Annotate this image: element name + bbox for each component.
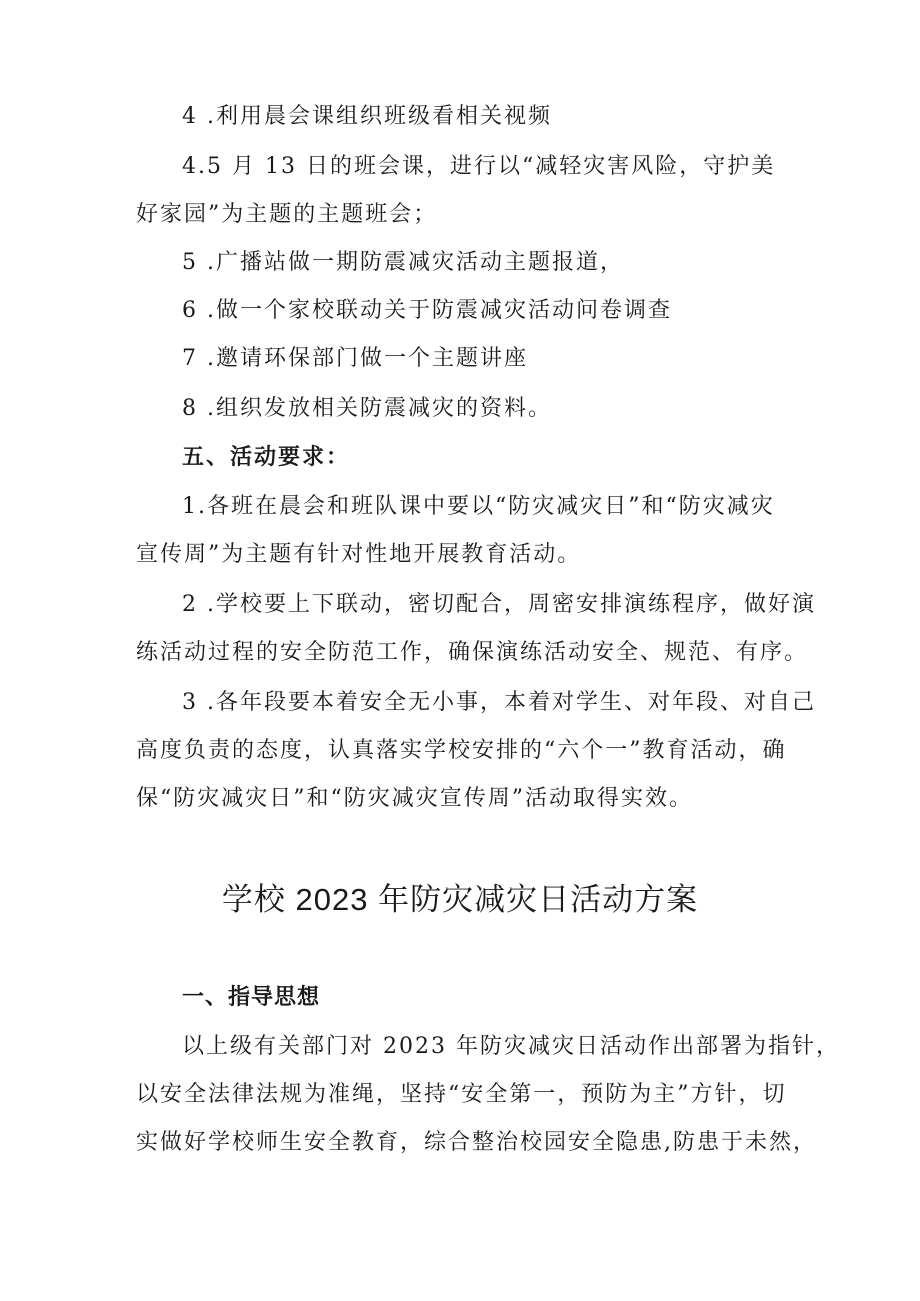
requirement-item-continuation: 练活动过程的安全防范工作，确保演练活动安全、规范、有序。 — [136, 640, 809, 665]
list-item-continuation: 好家园”为主题的主题班会； — [136, 202, 438, 227]
section-heading: 五、活动要求： — [182, 444, 351, 470]
requirement-item-continuation: 高度负责的态度，认真落实学校安排的“六个一”教育活动，确 — [136, 738, 787, 763]
section-heading: 一、指导思想 — [182, 984, 321, 1009]
document-title: 学校 2023 年防灾减灾日活动方案 — [221, 882, 699, 917]
requirement-item: 2 .学校要上下联动，密切配合，周密安排演练程序，做好演 — [182, 592, 816, 617]
requirement-item-continuation: 宣传周”为主题有针对性地开展教育活动。 — [136, 542, 582, 567]
requirement-item: 1.各班在晨会和班队课中要以“防灾减灾日”和“防灾减灾 — [182, 494, 775, 519]
list-item: 7 .邀请环保部门做一个主题讲座 — [182, 346, 528, 371]
list-item: 6 .做一个家校联动关于防震减灾活动问卷调查 — [182, 298, 672, 323]
list-item: 4 .利用晨会课组织班级看相关视频 — [182, 104, 552, 129]
requirement-item: 3 .各年段要本着安全无小事，本着对学生、对年段、对自己 — [182, 690, 816, 715]
list-item: 4.5 月 13 日的班会课，进行以“减轻灾害风险，守护美 — [182, 154, 776, 179]
requirement-item-continuation: 保“防灾减灾日”和“防灾减灾宣传周”活动取得实效。 — [136, 786, 693, 811]
paragraph-line: 以安全法律法规为准绳，坚持“安全第一，预防为主”方针，切 — [136, 1082, 787, 1107]
paragraph-line: 以上级有关部门对 2023 年防灾减灾日活动作出部署为指针， — [182, 1034, 840, 1059]
list-item: 8 .组织发放相关防震减灾的资料。 — [182, 396, 552, 421]
list-item: 5 .广播站做一期防震减灾活动主题报道， — [182, 250, 624, 275]
paragraph-line: 实做好学校师生安全教育，综合整治校园安全隐患,防患于未然， — [136, 1130, 817, 1155]
